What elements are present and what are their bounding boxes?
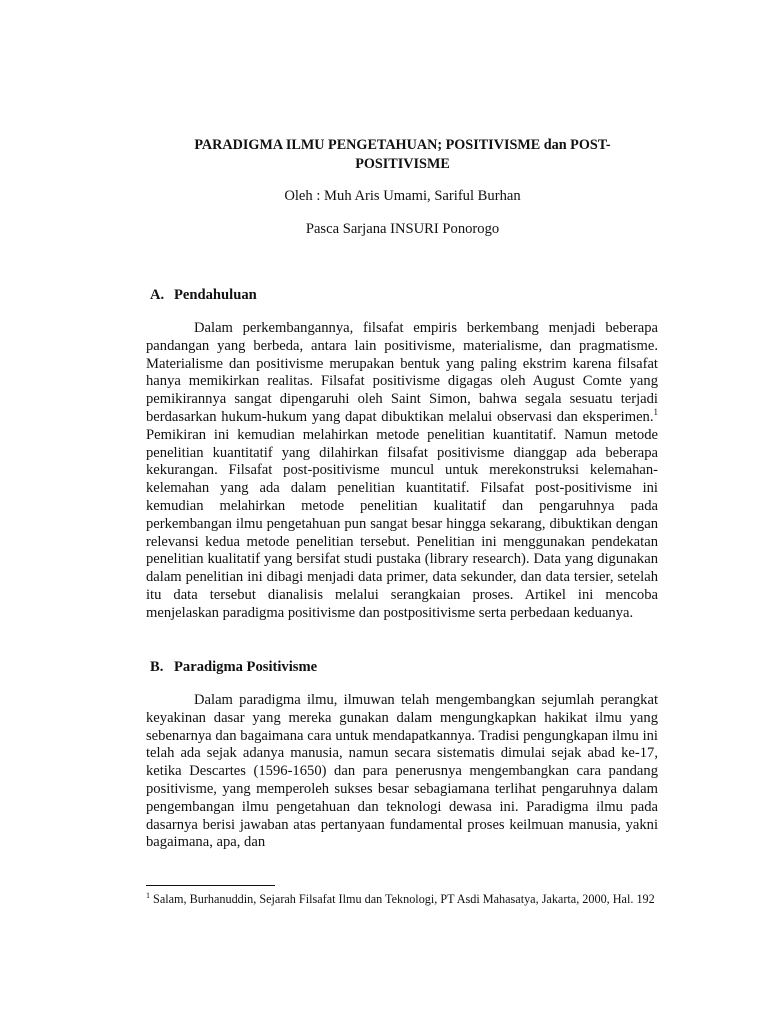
paragraph-pendahuluan	[146, 320, 658, 623]
section-title: Pendahuluan	[174, 287, 257, 303]
affiliation-line: Pasca Sarjana INSURI Ponorogo	[305, 221, 500, 237]
paragraph-text: Dalam paradigma ilmu, ilmuwan telah mengembangkan sejumlah perangkat keyakinan dasar yang mereka gunakan dalam mengungkapkan hakikat ilmu yang sebenarnya dan bagaimana cara untuk mendapatkannya. Tradisi pengungkapan ilmu ini telah ada sejak adanya manusia, namun secara sistematis dimulai sejak abad ke-17, ketika Descartes (1596-1650) dan para penerusnya mengembangkan cara pandang positivisme, yang memperoleh sukses besar sebagiamana terlihat pengaruhnya dalam pengembangan ilmu pengetahuan dan teknologi dewasa ini. Paradigma ilmu pada dasarnya berisi jawaban atas pertanyaan fundamental proses keilmuan manusia, yakni bagaimana, apa, dan	[146, 692, 658, 851]
section-heading-pendahuluan	[150, 286, 257, 305]
footnote-text: Salam, Burhanuddin, Sejarah Filsafat Ilmu dan Teknologi, PT Asdi Mahasatya, Jakarta, 2000, Hal. 192	[150, 892, 655, 906]
footnote-reference: 1	[653, 407, 658, 418]
footnote	[146, 891, 658, 907]
footnote-marker: 1	[146, 890, 150, 900]
section-heading-paradigma-positivisme	[150, 658, 317, 677]
paragraph-paradigma-positivisme	[146, 692, 658, 852]
paragraph-text: Pemikiran ini kemudian melahirkan metode penelitian kuantitatif. Namun metode penelitian kuantitatif yang dilahirkan filsafat positivisme dianggap ada beberapa kekurangan. Filsafat post-positivisme muncul untuk merekonstruksi kelemahan-kelemahan yang ada dalam penelitian kuantitatif. Filsafat post-positivisme ini kemudian melahirkan metode penelitian kualitatif dan pengaruhnya pada perkembangan ilmu pengetahuan pun sangat besar hingga sekarang, dibuktikan dengan relevansi kedua metode penelitian tersebut. Penelitian ini menggunakan pendekatan penelitian kualitatif yang bersifat studi pustaka (library research). Data yang digunakan dalam penelitian ini dibagi menjadi data primer, data sekunder, dan data tersier, setelah itu data tersebut dianalisis melalui serangkaian proses. Artikel ini mencoba menjelaskan paradigma positivisme dan postpositivisme serta perbedaan keduanya.	[146, 426, 658, 621]
author-line: Oleh : Muh Aris Umami, Sariful Burhan	[284, 188, 521, 204]
document-title: PARADIGMA ILMU PENGETAHUAN; POSITIVISME dan POST-POSITIVISME	[194, 137, 611, 172]
paragraph-text: Dalam perkembangannya, filsafat empiris berkembang menjadi beberapa pandangan yang berbeda, antara lain positivisme, materialisme, dan pragmatisme. Materialisme dan positivisme merupakan bentuk yang paling ekstrim karena filsafat hanya memikirkan realitas. Filsafat positivisme digagas oleh August Comte yang pemikirannya sangat dipengaruhi oleh Saint Simon, bahwa segala sesuatu terjadi berdasarkan hukum-hukum yang dapat dibuktikan melalui observasi dan eksperimen.	[146, 320, 658, 425]
section-title: Paradigma Positivisme	[174, 659, 318, 675]
footnote-separator	[146, 885, 275, 886]
section-number: A.	[150, 287, 165, 303]
section-number: B.	[150, 659, 164, 675]
